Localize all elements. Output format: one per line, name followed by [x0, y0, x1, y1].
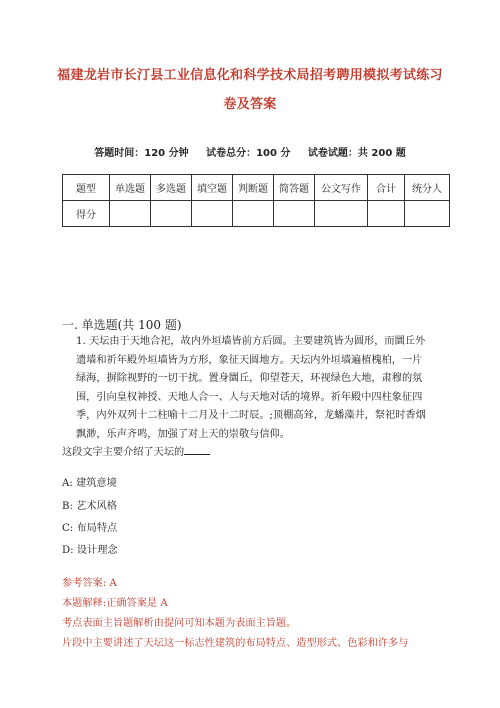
score-table-score-row [63, 201, 450, 227]
question-stem [62, 333, 442, 463]
score-table-header-row [63, 175, 450, 201]
score-cell [368, 201, 405, 227]
document-title-line1: 福建龙岩市长汀县工业信息化和科学技术局招考聘用模拟考试练习 [57, 68, 443, 83]
score-header-cell: 题型 [63, 175, 110, 201]
score-header-cell: 简答题 [274, 175, 315, 201]
score-cell [405, 201, 450, 227]
exam-total-score: 试卷总分：100 分 [206, 148, 291, 159]
option-b: B: 艺术风格 [62, 501, 117, 512]
explanation-line: 片段中主要讲述了天坛这一标志性建筑的布局特点、造型形式、色彩和许多与 [62, 638, 409, 649]
option-c: C: 布局特点 [62, 523, 118, 534]
score-cell [233, 201, 274, 227]
question-stem-line: 围，引向皇权神授、天地人合一、人与天地对话的境界。祈年殿中四柱象征四 [76, 391, 423, 403]
score-cell [110, 201, 151, 227]
score-cell [151, 201, 192, 227]
explanation-line: 本题解释:正确答案是 A [62, 598, 168, 609]
score-header-cell: 判断题 [233, 175, 274, 201]
score-row-label: 得分 [63, 201, 110, 227]
section-title: 一. 单选题(共 100 题) [62, 318, 182, 332]
score-header-cell: 统分人 [405, 175, 450, 201]
question-prompt: 这段文字主要介绍了天坛的 [62, 447, 185, 458]
option-a: A: 建筑意境 [62, 478, 117, 489]
score-cell [274, 201, 315, 227]
score-header-cell: 单选题 [110, 175, 151, 201]
answer-blank [184, 444, 210, 455]
score-header-cell: 公文写作 [315, 175, 368, 201]
question-stem-line: 1. 天坛由于天地合祀，故内外垣墙皆前方后圆。主要建筑皆为圆形，而圜丘外 [76, 336, 426, 347]
explanation-line: 考点表面主旨题解析由提问可知本题为表面主旨题。 [62, 618, 297, 629]
exam-meta [0, 144, 500, 159]
score-cell [315, 201, 368, 227]
exam-time: 答题时间：120 分钟 [94, 148, 189, 159]
option-d: D: 设计理念 [62, 545, 118, 556]
score-header-cell: 合计 [368, 175, 405, 201]
question-stem-line: 遗墙和祈年殿外垣墙皆为方形，象征天圆地方。天坛内外垣墙遍植槐柏，一片 [76, 354, 423, 366]
score-header-cell: 多选题 [151, 175, 192, 201]
reference-answer: 参考答案: A [62, 578, 117, 589]
exam-question-count: 试卷试题：共 200 题 [307, 148, 406, 159]
question-stem-line: 飘渺，乐声齐鸣，加强了对上天的崇敬与信仰。 [76, 428, 290, 440]
question-stem-line: 绿海，摒除视野的一切干扰。置身圜丘，仰望苍天，环视绿色大地，肃穆的氛 [76, 373, 423, 384]
document-title-line2: 卷及答案 [223, 97, 277, 112]
score-table [62, 174, 450, 227]
score-header-cell: 填空题 [192, 175, 233, 201]
question-stem-line: 季，内外双列十二柱喻十二月及十二时辰。;顶棚高耸，龙蟠藻井，祭祀时香烟 [76, 410, 426, 421]
question-prompt-line [62, 444, 442, 463]
score-cell [192, 201, 233, 227]
